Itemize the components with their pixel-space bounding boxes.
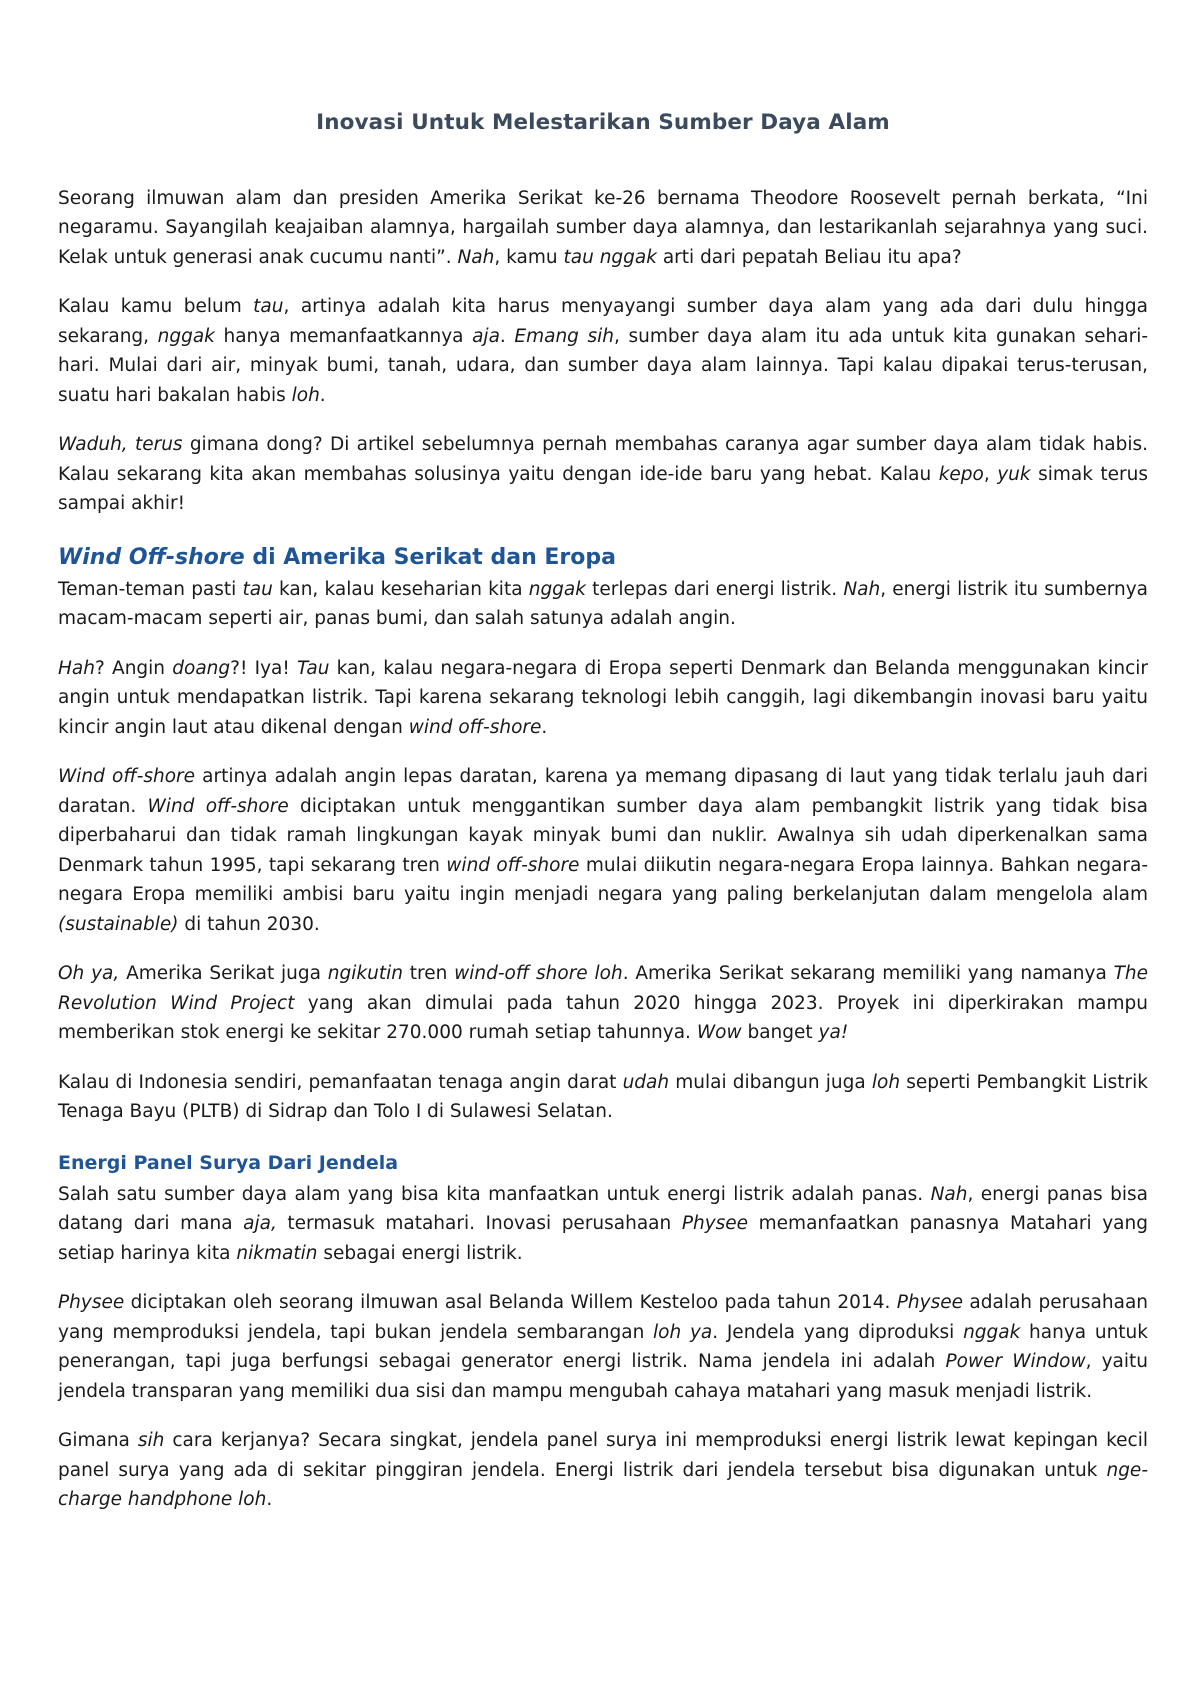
italic-text: Physee	[681, 1213, 749, 1234]
paragraph	[58, 292, 1148, 410]
text-run: .	[499, 325, 515, 347]
italic-text: Wind Off-shore	[58, 544, 245, 570]
italic-text: aja,	[243, 1213, 277, 1234]
paragraph	[58, 654, 1148, 743]
text-run: adalah perusahaan yang memproduksi jendela, tapi bukan jendela sembarangan	[58, 1292, 1149, 1343]
paragraph	[58, 959, 1148, 1048]
text-run: terlepas dari energi listrik.	[585, 578, 844, 600]
text-run: Gimana	[58, 1430, 138, 1451]
italic-text: wind off-shore	[446, 854, 580, 876]
text-run: hanya untuk penerangan, tapi juga berfungsi sebagai generator energi listrik. Nama jendela ini adalah	[58, 1321, 1148, 1372]
text-run: .	[541, 716, 548, 738]
italic-text: sih	[137, 1430, 165, 1451]
italic-text: loh	[291, 384, 320, 406]
text-run: artinya adalah angin lepas daratan, karena ya memang dipasang di laut yang tidak terlalu jauh dari daratan.	[58, 766, 1148, 817]
italic-text: Physee	[896, 1292, 963, 1313]
text-run: hanya memanfaatkannya	[214, 325, 473, 347]
paragraph	[58, 575, 1148, 634]
italic-text: Oh ya,	[58, 963, 120, 984]
text-run: arti dari pepatah Beliau itu apa?	[656, 246, 962, 268]
italic-text: udah	[622, 1071, 670, 1093]
text-run: , artinya adalah kita harus menyayangi sumber daya alam yang ada dari dulu hingga sekarang,	[58, 296, 1148, 347]
text-run: termasuk matahari. Inovasi perusahaan	[276, 1213, 682, 1234]
italic-text: yuk	[997, 463, 1031, 485]
intro-section	[58, 184, 1148, 519]
paragraph	[58, 184, 1148, 273]
text-run: gimana dong? Di artikel sebelumnya pernah membahas caranya agar sumber daya alam tidak habis. Kalau sekarang kita akan membahas solusinya yaitu dengan ide-ide baru yang hebat. Kalau	[58, 434, 1148, 485]
italic-text: ngikutin	[327, 963, 403, 984]
italic-text: doang	[172, 657, 231, 679]
text-run: simak terus sampai akhir!	[58, 463, 1149, 514]
text-run: Salah satu sumber daya alam yang bisa kita manfaatkan untuk energi listrik adalah panas.	[58, 1183, 931, 1205]
paragraph	[58, 762, 1148, 939]
text-run: Kalau di Indonesia sendiri, pemanfaatan tenaga angin darat	[58, 1071, 623, 1093]
text-run: ? Angin	[94, 657, 173, 679]
text-run: seperti Pembangkit Listrik Tenaga Bayu (PLTB) di Sidrap dan Tolo I di Sulawesi Selatan.	[58, 1071, 1148, 1122]
italic-text: (sustainable)	[58, 913, 179, 935]
italic-text: aja	[472, 325, 500, 347]
italic-text: nge-charge handphone loh	[58, 1459, 1148, 1510]
text-run: ,	[983, 463, 998, 485]
paragraph	[58, 1426, 1148, 1515]
text-run: , energi listrik itu sumbernya macam-macam seperti air, panas bumi, dan salah satunya adalah angin.	[58, 578, 1149, 629]
italic-text: tau	[253, 296, 284, 317]
text-run: Kalau kamu belum	[58, 296, 254, 317]
text-run: .	[319, 384, 326, 406]
text-run: diciptakan oleh seorang ilmuwan asal Belanda Willem Kesteloo pada tahun 2014.	[124, 1292, 897, 1313]
italic-text: Wind off-shore	[147, 795, 289, 817]
section-solar-window	[58, 1149, 1148, 1515]
text-run: . Jendela yang diproduksi	[712, 1321, 964, 1343]
text-run: Seorang ilmuwan alam dan presiden Amerika Serikat ke-26 bernama Theodore Roosevelt pernah berkata, “Ini negaramu. Sayangilah keajaiban alamnya, hargailah sumber daya alamnya, dan lestarikanlah sejarahnya yang suci. Kelak untuk generasi anak cucumu nanti”.	[58, 187, 1148, 268]
text-run: kan, kalau negara-negara di Eropa seperti Denmark dan Belanda menggunakan kincir angin untuk mendapatkan listrik. Tapi karena sekarang teknologi lebih canggih, lagi dikembangin inovasi baru yaitu kincir angin laut atau dikenal dengan	[58, 657, 1149, 738]
text-run: di tahun 2030.	[178, 913, 320, 935]
text-run: . Amerika Serikat sekarang memiliki yang namanya	[622, 963, 1114, 984]
text-run: sebagai energi listrik.	[317, 1242, 523, 1264]
italic-text: Physee	[58, 1292, 125, 1313]
italic-text: loh	[871, 1071, 901, 1093]
text-run: diciptakan untuk menggantikan sumber daya alam pembangkit listrik yang tidak bisa diperbaharui dan tidak ramah lingkungan kayak minyak bumi dan nuklir. Awalnya sih udah diperkenalkan sama Denmark tahun 1995, tapi sekarang tren	[58, 795, 1149, 876]
paragraph	[58, 1180, 1148, 1269]
italic-text: Emang sih	[514, 325, 614, 347]
text-run: banget	[741, 1022, 819, 1043]
italic-text: Hah	[58, 657, 95, 679]
text-run: yang akan dimulai pada tahun 2020 hingga 2023. Proyek ini diperkirakan mampu memberikan stok energi ke sekitar 270.000 rumah setiap tahunnya.	[58, 992, 1148, 1043]
italic-text: tau nggak	[563, 246, 657, 268]
paragraph	[58, 430, 1148, 519]
text-run: di Amerika Serikat dan Eropa	[244, 544, 616, 570]
text-run: , sumber daya alam itu ada untuk kita gunakan sehari-hari. Mulai dari air, minyak bumi, tanah, udara, dan sumber daya alam lainnya. Tapi kalau dipakai terus-terusan, suatu hari bakalan habis	[58, 325, 1149, 406]
italic-text: loh ya	[653, 1321, 713, 1343]
text-run: , yaitu jendela transparan yang memiliki dua sisi dan mampu mengubah cahaya matahari yang masuk menjadi listrik.	[58, 1351, 1148, 1402]
italic-text: The Revolution Wind Project	[58, 963, 1149, 1014]
italic-text: Nah	[843, 578, 881, 600]
italic-text: Tau	[297, 657, 330, 679]
italic-text: Waduh, terus	[58, 434, 183, 455]
italic-text: Wind off-shore	[58, 766, 196, 787]
text-run: cara kerjanya? Secara singkat, jendela panel surya ini memproduksi energi listrik lewat kepingan kecil panel surya yang ada di sekitar pinggiran jendela. Energi listrik dari jendela tersebut bisa digunakan untuk	[58, 1430, 1149, 1481]
text-run: ?! Iya!	[230, 657, 297, 679]
text-run: memanfaatkan panasnya Matahari yang setiap harinya kita	[58, 1213, 1148, 1264]
italic-text: Nah	[457, 246, 495, 268]
text-run: Amerika Serikat juga	[119, 963, 328, 984]
text-run: mulai dibangun juga	[669, 1071, 872, 1093]
section-heading	[58, 543, 1148, 573]
paragraph	[58, 1068, 1148, 1127]
italic-text: wind-off shore loh	[454, 963, 623, 984]
italic-text: nikmatin	[236, 1242, 318, 1264]
text-run: kan, kalau keseharian kita	[272, 578, 529, 600]
paragraph	[58, 1288, 1148, 1406]
italic-text: tau	[242, 578, 273, 600]
text-run: Energi Panel Surya Dari Jendela	[58, 1151, 399, 1174]
section-heading	[58, 1149, 1148, 1178]
text-run: Teman-teman pasti	[58, 578, 243, 600]
italic-text: kepo	[938, 463, 984, 485]
italic-text: Nah	[930, 1183, 968, 1205]
page-title: Inovasi Untuk Melestarikan Sumber Daya Alam	[316, 110, 890, 135]
text-run: .	[266, 1489, 273, 1510]
text-run: mulai diikutin negara-negara Eropa lainnya. Bahkan negara-negara Eropa memiliki ambisi baru yaitu ingin menjadi negara yang paling berkelanjutan dalam mengelola alam	[58, 854, 1149, 905]
italic-text: nggak	[963, 1321, 1021, 1343]
italic-text: wind off-shore	[408, 716, 542, 738]
italic-text: nggak	[528, 578, 586, 600]
italic-text: nggak	[157, 325, 215, 347]
text-run: tren	[402, 963, 455, 984]
section-wind-offshore	[58, 543, 1148, 1127]
text-run: , energi panas bisa datang dari mana	[58, 1183, 1148, 1234]
italic-text: Wow	[696, 1022, 742, 1043]
italic-text: Power Window	[945, 1351, 1086, 1372]
italic-text: ya!	[818, 1022, 849, 1043]
text-run: , kamu	[494, 246, 564, 268]
